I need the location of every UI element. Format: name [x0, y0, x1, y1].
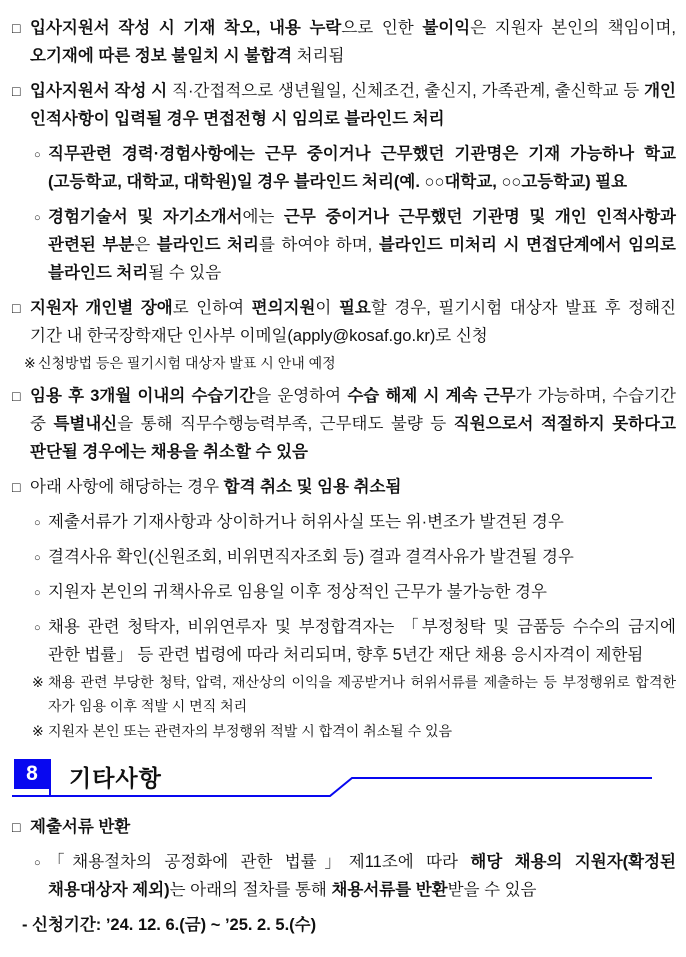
emphasis-text: 지원자 개인별 장애	[30, 299, 173, 317]
emphasis-text: 불이익	[422, 19, 471, 37]
bullet-marker: -	[22, 916, 28, 934]
body-text: 이	[315, 299, 339, 317]
emphasis-text: 블라인드 처리	[156, 236, 259, 254]
bullet-marker: ○	[34, 587, 41, 599]
notice-item	[12, 613, 676, 669]
emphasis-text: 개인 인적사항이 입력될 경우 면접전형 시 임의로 블라인드 처리	[30, 82, 676, 128]
body-text: 지원자 본인 또는 관련자의 부정행위 적발 시 합격이 취소될 수 있음	[48, 723, 453, 739]
bullet-marker: ※	[24, 355, 36, 371]
body-text: 을 통해 직무수행능력부족, 근무태도 불량 등	[117, 415, 454, 433]
bullet-marker: □	[12, 20, 21, 36]
body-text: 제출서류가 기재사항과 상이하거나 허위사실 또는 위·변조가 발견된 경우	[48, 513, 564, 531]
body-text: 처리됨	[292, 47, 345, 65]
section-title: 기타사항	[69, 765, 162, 791]
emphasis-text: 블라인드 미처리 시 면접단계에서 임의로 블라인드 처리	[48, 236, 676, 282]
notice-item	[12, 508, 676, 536]
emphasis-text: 직무관련 경력·경험사항에는 근무 중이거나 근무했던 기관명은 기재 가능하나 학교(고등학교, 대학교, 대학원)일 경우 블라인드 처리(예. ○○대학교, ○○고등학교) 필요	[48, 145, 676, 191]
bullet-marker: □	[12, 819, 21, 835]
emphasis-text: 경험기술서 및 자기소개서	[48, 208, 243, 226]
bullet-marker: □	[12, 83, 21, 99]
emphasis-text: 신청기간: ’24. 12. 6.(금) ~ ’25. 2. 5.(수)	[32, 916, 317, 934]
emphasis-text: 해당 채용의 지원자(확정된 채용대상자 제외)	[48, 853, 676, 899]
emphasis-text: 입사지원서 작성 시	[30, 82, 168, 100]
bullet-marker: □	[12, 300, 21, 316]
body-text: 로 인하여	[172, 299, 252, 317]
notice-item	[12, 77, 676, 133]
body-text: 채용 관련 부당한 청탁, 압력, 재산상의 이익을 제공받거나 허위서류를 제출하는 등 부정행위로 합격한 자가 임용 이후 적발 시 면직 처리	[48, 674, 676, 714]
notice-item	[12, 911, 676, 939]
body-text: 은	[134, 236, 157, 254]
emphasis-text: 편의지원	[251, 299, 316, 317]
emphasis-text: 수습 해제 시 계속 근무	[347, 387, 516, 405]
body-text: 은 지원자 본인의 책임이며,	[470, 19, 676, 37]
notice-item	[12, 848, 676, 904]
notice-item	[12, 578, 676, 606]
notice-item	[12, 719, 676, 743]
body-text: 직·간접적으로 생년월일, 신체조건, 출신지, 가족관계, 출신학교 등	[167, 82, 645, 100]
body-text: 으로 인한	[341, 19, 423, 37]
notice-item	[12, 140, 676, 196]
body-text: 결격사유 확인(신원조회, 비위면직자조회 등) 결과 결격사유가 발견될 경우	[48, 548, 574, 566]
bullet-marker: □	[12, 479, 21, 495]
bullet-marker: ※	[32, 674, 44, 690]
section-number-badge: 8	[14, 759, 50, 789]
body-text: 아래 사항에 해당하는 경우	[30, 478, 224, 496]
bullet-marker: ○	[34, 622, 41, 634]
bullet-marker: ○	[34, 857, 41, 869]
body-text: 지원자 본인의 귀책사유로 임용일 이후 정상적인 근무가 불가능한 경우	[48, 583, 547, 601]
body-text: 를 하여야 하며,	[258, 236, 379, 254]
notice-item	[12, 473, 676, 501]
body-text: 신청방법 등은 필기시험 대상자 발표 시 안내 예정	[38, 355, 336, 371]
emphasis-text: 특별내신	[53, 415, 118, 433]
notice-item	[12, 351, 676, 375]
notice-item	[12, 294, 676, 350]
body-text: 채용 관련 청탁자, 비위연루자 및 부정합격자는 「부정청탁 및 금품등 수수의 금지에 관한 법률」 등 관련 법령에 따라 처리되며, 향후 5년간 재단 채용 응시자격이 제한됨	[48, 618, 676, 664]
bullet-marker: □	[12, 388, 21, 404]
notice-item	[12, 203, 676, 287]
emphasis-text: 필요	[338, 299, 371, 317]
notice-item	[12, 382, 676, 466]
bullet-marker: ○	[34, 552, 41, 564]
body-text: 가 가능하며, 수습기간 중	[30, 387, 676, 433]
emphasis-text: 합격 취소 및 임용 취소됨	[223, 478, 402, 496]
bullet-marker: ○	[34, 149, 41, 161]
bullet-marker: ※	[32, 723, 44, 739]
emphasis-text: 제출서류 반환	[30, 818, 131, 836]
section-badge-edge-line	[49, 759, 51, 796]
notice-item	[12, 14, 676, 70]
emphasis-text: 채용서류를 반환	[331, 881, 448, 899]
body-text: 될 수 있음	[148, 264, 222, 282]
body-text: 을 운영하여	[255, 387, 348, 405]
emphasis-text: 오기재에 따른 정보 불일치 시 불합격	[30, 47, 293, 65]
body-text: 에는	[242, 208, 284, 226]
body-text: 는 아래의 절차를 통해	[169, 881, 332, 899]
emphasis-text: 입사지원서 작성 시 기재 착오, 내용 누락	[30, 19, 342, 37]
section-header	[12, 759, 676, 801]
emphasis-text: 직원으로서 적절하지 못하다고 판단될 경우에는 채용을 취소할 수 있음	[30, 415, 676, 461]
notice-list-top	[12, 14, 676, 743]
notice-list-bottom	[12, 813, 676, 939]
notice-item	[12, 670, 676, 718]
emphasis-text: 근무 중이거나 근무했던 기관명 및 개인 인적사항과 관련된 부분	[48, 208, 676, 254]
body-text: 「채용절차의 공정화에 관한 법률」제11조에 따라	[48, 853, 471, 871]
notice-item	[12, 543, 676, 571]
bullet-marker: ○	[34, 517, 41, 529]
body-text: 할 경우, 필기시험 대상자 발표 후 정해진 기간 내 한국장학재단 인사부 이메일(apply@kosaf.go.kr)로 신청	[30, 299, 676, 345]
bullet-marker: ○	[34, 212, 41, 224]
body-text: 받을 수 있음	[447, 881, 537, 899]
emphasis-text: 임용 후 3개월 이내의 수습기간	[30, 387, 256, 405]
notice-item	[12, 813, 676, 841]
